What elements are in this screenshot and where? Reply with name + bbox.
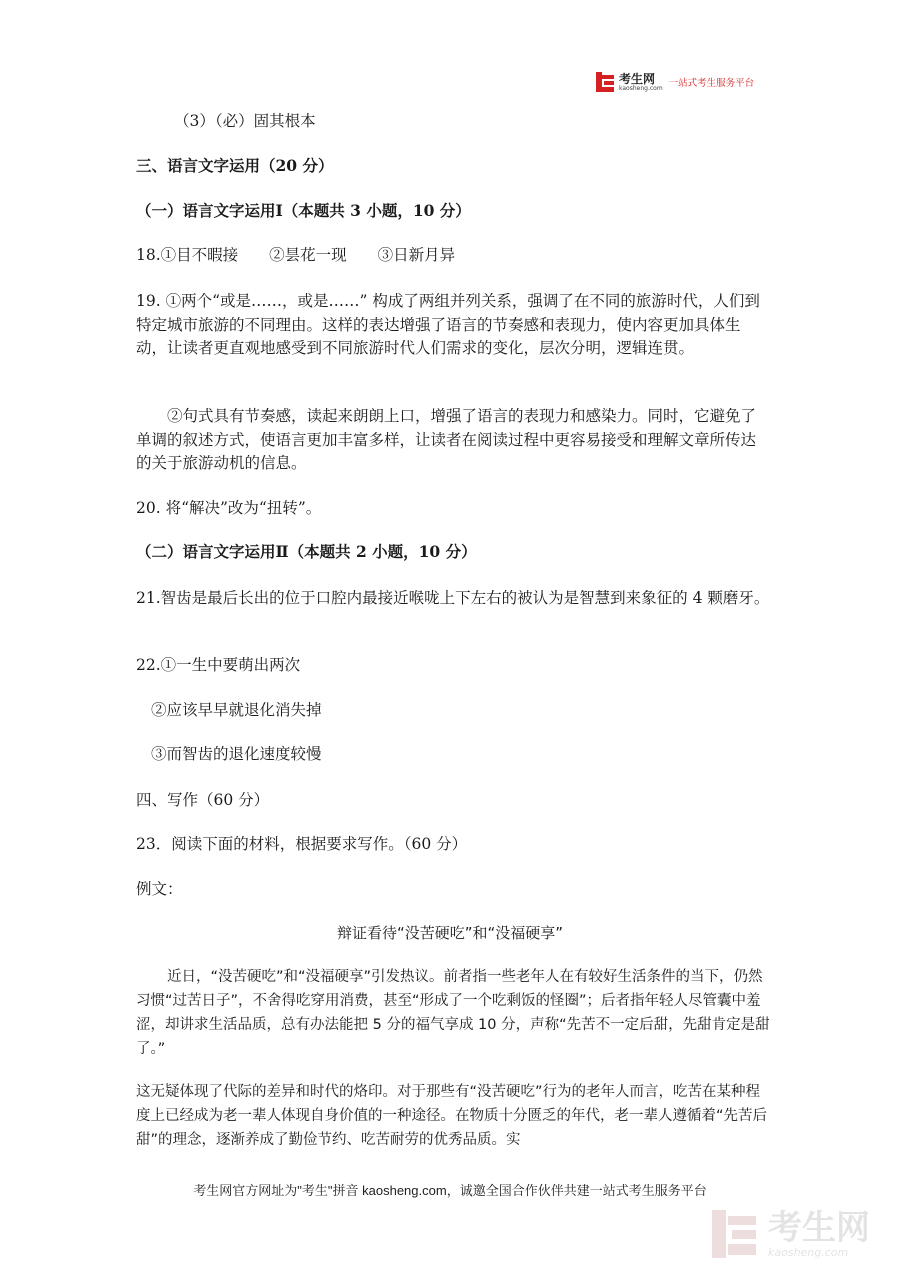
essay-paragraph-1: 近日，“没苦硬吃”和“没福硬享”引发热议。前者指一些老年人在有较好生活条件的当下，仍然习惯“过苦日子”，不舍得吃穿用消费，甚至“形成了一个吃剩饭的怪圈”；后者指年轻人尽管囊中羞涩，却讲求生活品质，总有办法能把 5 分的福气享成 10 分，声称“先苦不一定后甜，先甜肯定是甜了。” (136, 969, 770, 1057)
watermark (712, 1207, 870, 1259)
watermark-domain: kaosheng.com (768, 1245, 849, 1259)
essay-paragraph-2: 这无疑体现了代际的差异和时代的烙印。对于那些有“没苦硬吃”行为的老年人而言，吃苦在某种程度上已经成为老一辈人体现自身价值的一种途径。在物质十分匮乏的年代，老一辈人遵循着“先苦后甜”的理念，逐渐养成了勤俭节约、吃苦耐劳的优秀品质。实 (136, 1084, 768, 1148)
section-3-heading: 三、语言文字运用（20 分） (136, 156, 334, 175)
watermark-name: 考生网 (768, 1207, 870, 1248)
header-logo (596, 72, 754, 92)
example-label: 例文： (136, 880, 183, 898)
question-23: 23．阅读下面的材料，根据要求写作。（60 分） (136, 835, 468, 853)
brand-logo-icon (596, 72, 616, 92)
header-slogan: 一站式考生服务平台 (668, 78, 755, 89)
answer-22-1: 22.①一生中要萌出两次 (136, 656, 301, 674)
answer-18: 18.①目不暇接 ②昙花一现 ③日新月异 (136, 246, 456, 264)
answer-22-2: ②应该早早就退化消失掉 (151, 701, 322, 719)
watermark-logo-icon (712, 1210, 760, 1258)
answer-17-3: （3）（必）固其根本 (174, 112, 316, 130)
answer-22-3: ③而智齿的退化速度较慢 (151, 745, 322, 763)
answer-21: 21.智齿是最后长出的位于口腔内最接近喉咙上下左右的被认为是智慧到来象征的 4 颗磨牙。 (136, 589, 770, 607)
page-footer: 考生网官方网址为"考生"拼音 kaosheng.com，诚邀全国合作伙伴共建一站式考生服务平台 (193, 1183, 707, 1198)
answer-19-part1: 19. ①两个“或是……，或是……” 构成了两组并列关系，强调了在不同的旅游时代，人们到特定城市旅游的不同理由。这样的表达增强了语言的节奏感和表现力，使内容更加具体生动，让读者更直观地感受到不同旅游时代人们需求的变化，层次分明，逻辑连贯。 (136, 292, 760, 357)
subsection-2-heading: （二）语言文字运用Ⅱ（本题共 2 小题，10 分） (136, 542, 477, 561)
answer-20: 20. 将“解决”改为“扭转”。 (136, 499, 322, 517)
header-brand-name: 考生网 (619, 71, 656, 86)
header-brand-domain: kaosheng.com (619, 84, 663, 92)
essay-title: 辩证看待“没苦硬吃”和“没福硬享” (336, 924, 564, 942)
section-4-heading: 四、写作（60 分） (136, 791, 270, 809)
answer-19-part2: ②句式具有节奏感，读起来朗朗上口，增强了语言的表现力和感染力。同时，它避免了单调的叙述方式，使语言更加丰富多样，让读者在阅读过程中更容易接受和理解文章所传达的关于旅游动机的信息。 (136, 407, 757, 472)
subsection-1-heading: （一）语言文字运用Ⅰ（本题共 3 小题，10 分） (136, 201, 471, 220)
